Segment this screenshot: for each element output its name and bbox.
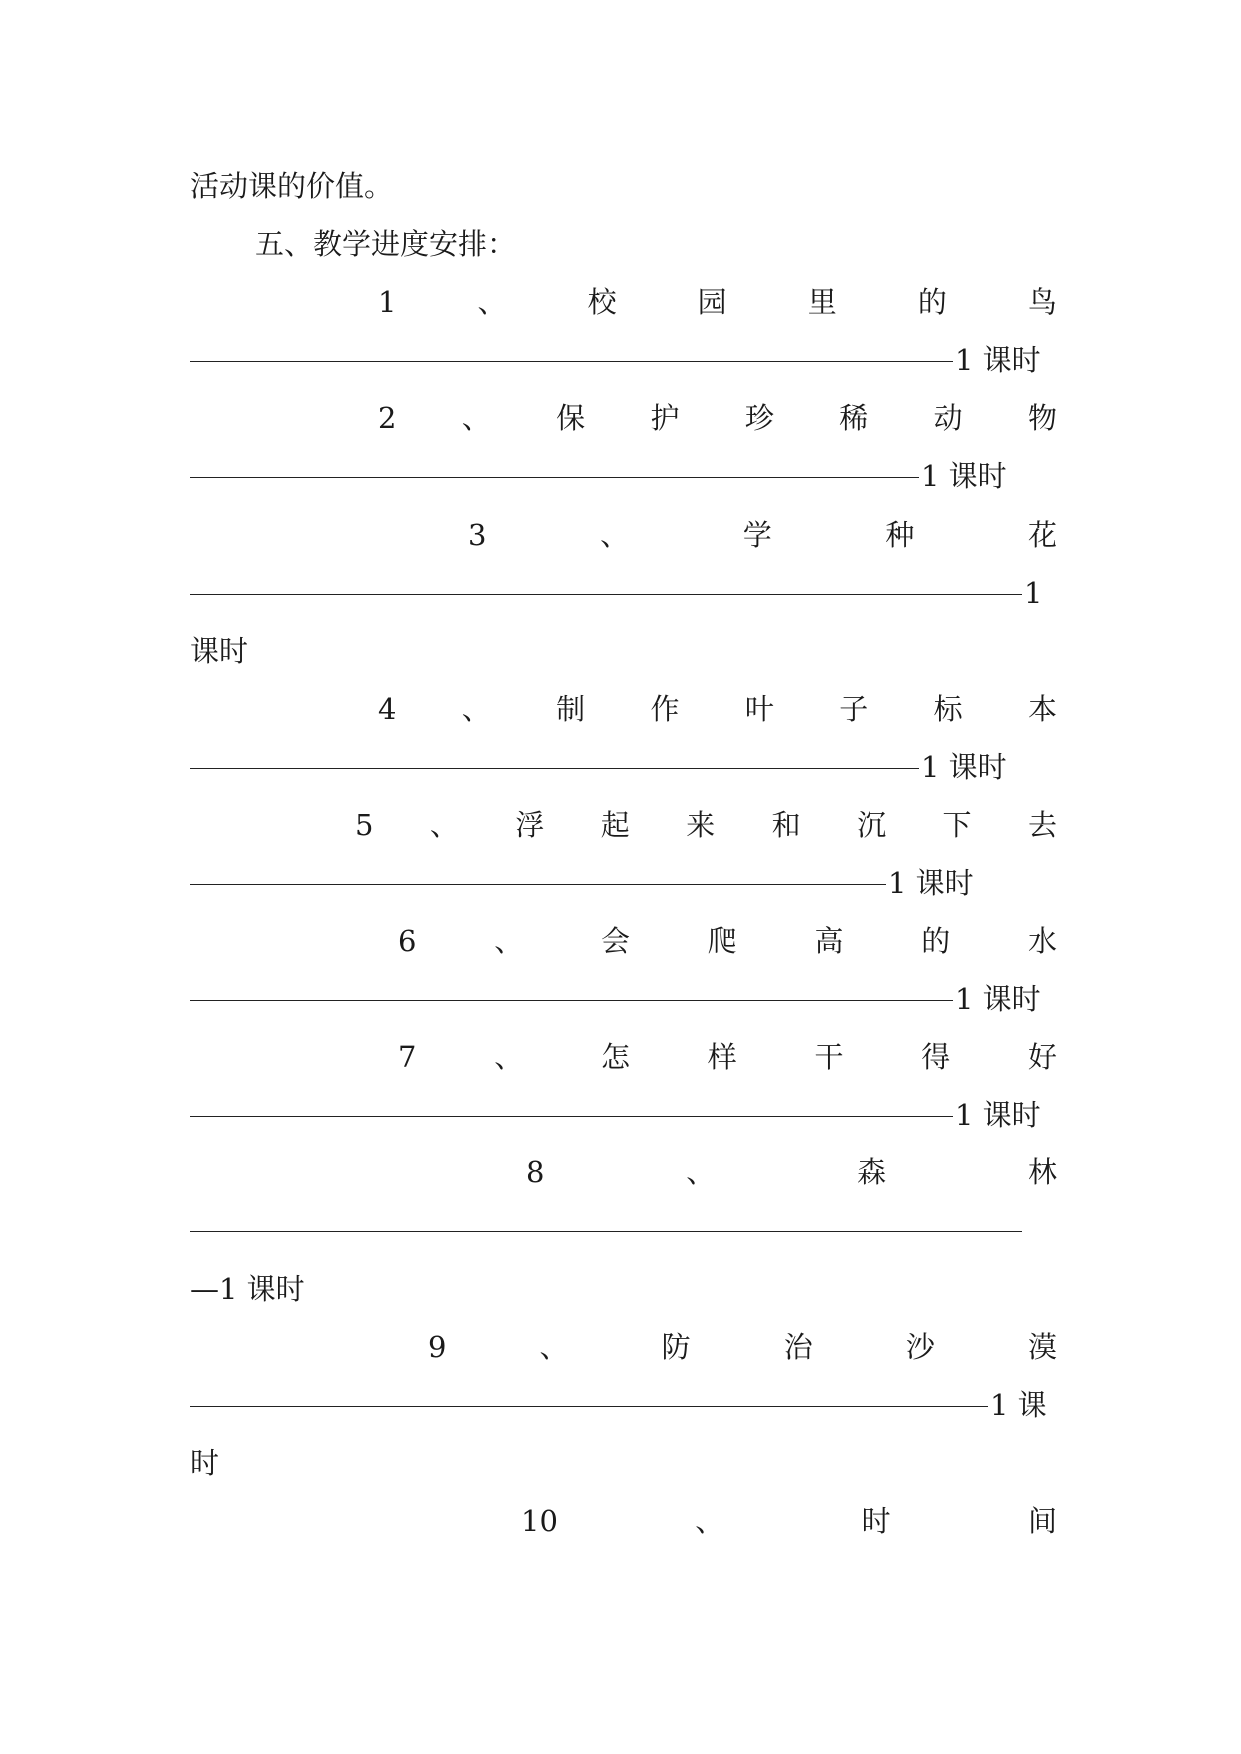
item-number: 8 [526,1155,545,1189]
schedule-item-9-title: 9 、 防 治 沙 漠 [428,1325,1057,1369]
item-number: 4 [378,692,397,726]
item-number: 9 [428,1330,447,1364]
dash-leader [190,884,886,885]
schedule-item-1-duration [190,338,1057,382]
duration-label: 1 课时 [955,1098,1041,1132]
schedule-item-10-title: 10 、 时 间 [521,1499,1057,1543]
schedule-item-9-wrap: 时 [190,1446,220,1480]
item-number: 5 [355,808,374,842]
item-separator: 、 [461,401,491,435]
dash-leader [190,1231,1022,1232]
schedule-item-5-title: 5 、 浮 起 来 和 沉 下 去 [355,803,1057,847]
schedule-item-8-title: 8 、 森 林 [526,1150,1057,1194]
dash-leader [190,594,1022,595]
schedule-item-4-title: 4 、 制 作 叶 子 标 本 [378,687,1057,731]
section-heading: 五、教学进度安排： [255,227,517,261]
schedule-item-4-duration [190,745,1057,789]
schedule-item-5-duration [190,861,1057,905]
duration-label: 1 课时 [921,459,1007,493]
schedule-item-2-title: 2 、 保 护 珍 稀 动 物 [378,396,1057,440]
item-separator: 、 [494,1040,524,1074]
schedule-item-7-duration [190,1093,1057,1137]
schedule-item-1-title: 1 、 校 园 里 的 鸟 [378,280,1057,324]
item-separator: 、 [539,1330,569,1364]
duration-label: 1 课时 [955,982,1041,1016]
item-number: 6 [398,924,417,958]
duration-label: 1 课 [990,1388,1047,1422]
item-separator: 、 [494,924,524,958]
schedule-item-8-duration [190,1208,1057,1252]
schedule-item-8-wrap: —1 课时 [190,1272,305,1306]
dash-leader [190,1116,953,1117]
schedule-item-9-duration [190,1383,1057,1427]
dash-leader [190,477,919,478]
schedule-item-2-duration [190,454,1057,498]
schedule-item-6-duration [190,977,1057,1021]
item-number: 7 [398,1040,417,1074]
dash-leader [190,361,953,362]
duration-label: 1 课时 [888,866,974,900]
item-number: 10 [521,1504,558,1538]
item-separator: 、 [686,1155,716,1189]
item-number: 2 [378,401,397,435]
duration-label: 1 [1024,576,1043,610]
item-separator: 、 [695,1504,725,1538]
duration-label: 1 课时 [921,750,1007,784]
duration-label: 1 课时 [955,343,1041,377]
item-separator: 、 [600,518,630,552]
schedule-item-3-title: 3 、 学 种 花 [468,513,1057,557]
item-number: 1 [378,285,397,319]
schedule-item-3-wrap: 课时 [190,634,249,668]
schedule-item-6-title: 6 、 会 爬 高 的 水 [398,919,1057,963]
schedule-item-3-duration [190,571,1057,615]
item-separator: 、 [461,692,491,726]
dash-leader [190,1406,988,1407]
dash-leader [190,768,919,769]
intro-text: 活动课的价值。 [190,169,394,203]
item-separator: 、 [477,285,507,319]
dash-leader [190,1000,953,1001]
item-separator: 、 [429,808,459,842]
item-number: 3 [468,518,487,552]
schedule-item-7-title: 7 、 怎 样 干 得 好 [398,1035,1057,1079]
